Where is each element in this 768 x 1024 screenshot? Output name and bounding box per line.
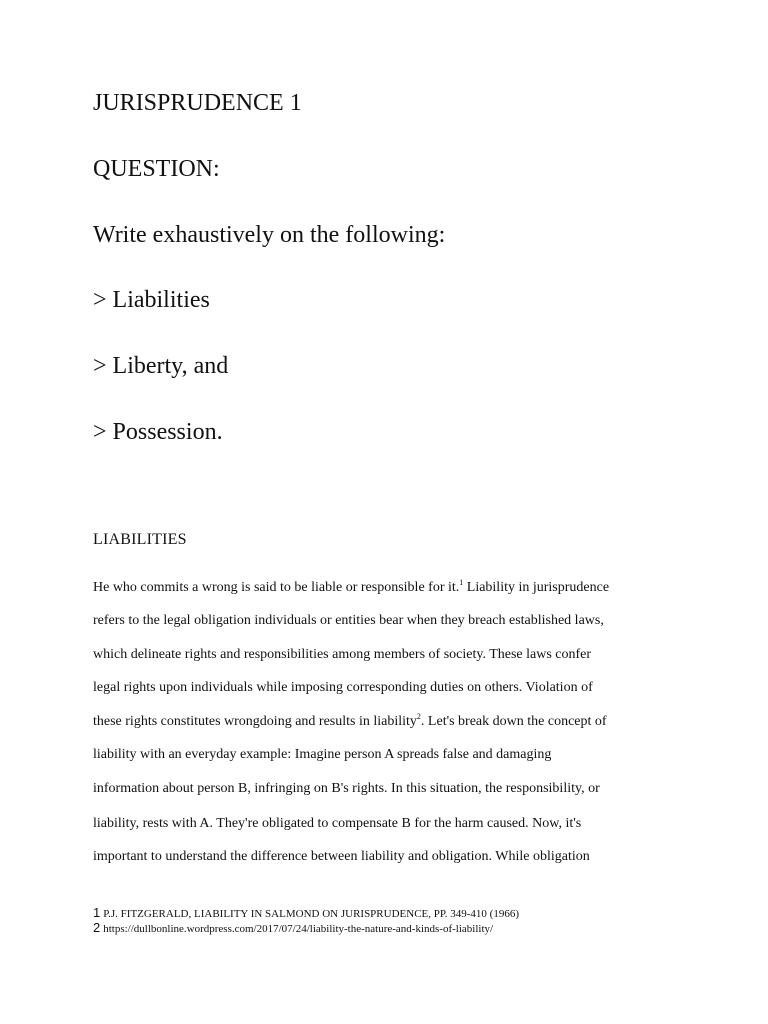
- footnote-ref[interactable]: 2: [416, 712, 421, 721]
- line-text: information about person B, infringing on B's rights. In this situation, the responsibility, or: [93, 781, 600, 796]
- question-item: > Possession.: [93, 419, 223, 445]
- line-text: liability with an everyday example: Imagine person A spreads false and damaging: [93, 747, 552, 762]
- footnote: [93, 920, 493, 937]
- line-text: liability, rests with A. They're obligated to compensate B for the harm caused. Now, it's: [93, 816, 582, 831]
- line-text: refers to the legal obligation individuals or entities bear when they breach established laws,: [93, 613, 604, 628]
- line-text: Liability in jurisprudence: [463, 580, 610, 595]
- line-text: these rights constitutes wrongdoing and results in liability: [93, 714, 417, 729]
- footnote-text: P.J. FITZGERALD, LIABILITY IN SALMOND ON JURISPRUDENCE, PP. 349-410 (1966): [103, 908, 519, 920]
- question-instruction: Write exhaustively on the following:: [93, 222, 446, 248]
- paragraph-line: [93, 780, 600, 798]
- question-item: > Liberty, and: [93, 353, 229, 379]
- line-text: He who commits a wrong is said to be liable or responsible for it.: [93, 580, 460, 595]
- footnote-number: 1: [93, 905, 101, 920]
- footnote-link[interactable]: https://dullbonline.wordpress.com/2017/07/24/liability-the-nature-and-kinds-of-liability/: [103, 923, 494, 935]
- section-heading: LIABILITIES: [93, 531, 187, 548]
- paragraph-line: [93, 612, 604, 630]
- document-title: JURISPRUDENCE 1: [93, 90, 302, 116]
- line-text: important to understand the difference between liability and obligation. While obligation: [93, 849, 590, 864]
- paragraph-line: [93, 646, 591, 664]
- paragraph-line: [93, 713, 607, 731]
- line-text: . Let's break down the concept of: [420, 714, 607, 729]
- paragraph-line: [93, 815, 581, 833]
- line-text: which delineate rights and responsibilities among members of society. These laws confer: [93, 647, 592, 662]
- footnote-ref[interactable]: 1: [459, 578, 464, 587]
- footnote-number: 2: [93, 920, 101, 935]
- paragraph-line: [93, 746, 551, 764]
- question-item: > Liabilities: [93, 287, 210, 313]
- paragraph-line: [93, 679, 593, 697]
- paragraph-line: [93, 579, 609, 597]
- paragraph-line: [93, 848, 590, 866]
- line-text: legal rights upon individuals while imposing corresponding duties on others. Violation of: [93, 680, 593, 695]
- question-label: QUESTION:: [93, 156, 220, 182]
